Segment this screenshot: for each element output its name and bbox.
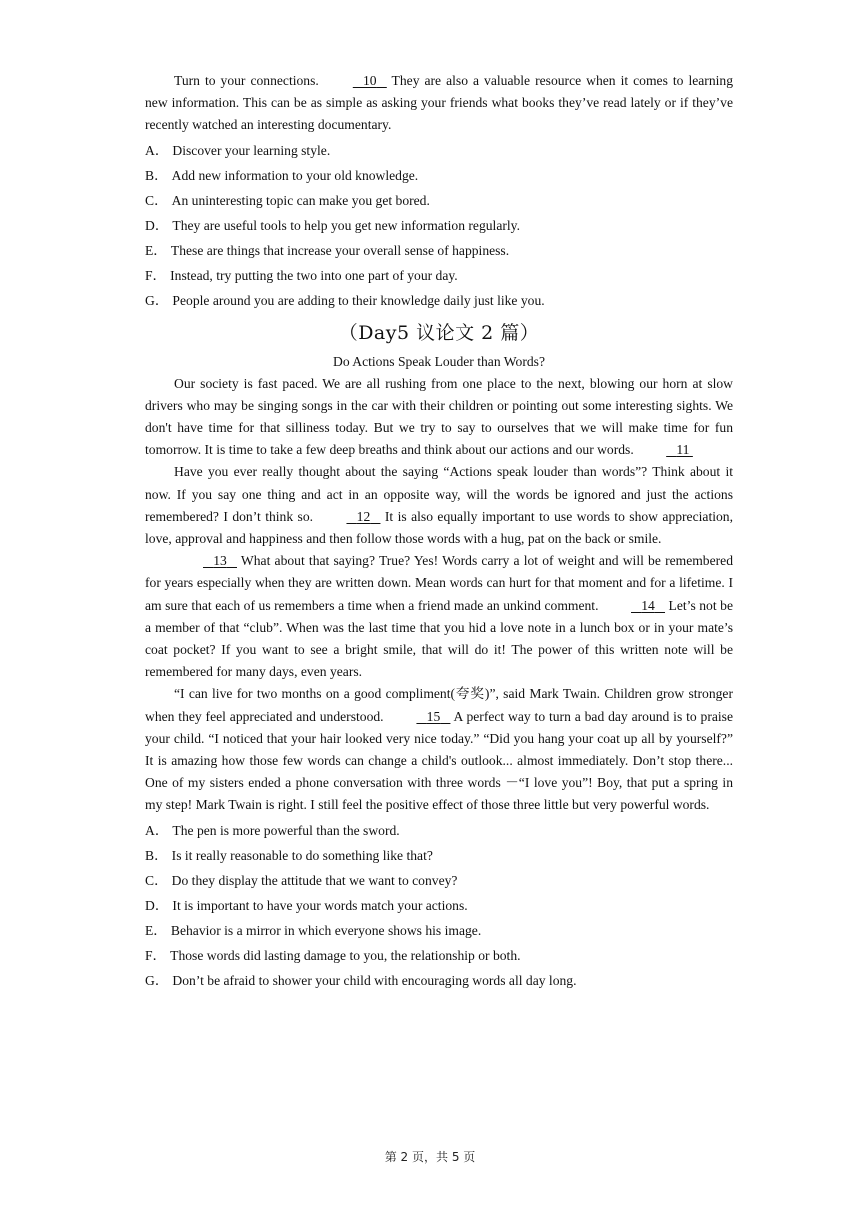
option-letter: C．: [145, 872, 168, 888]
option-letter: A．: [145, 142, 169, 158]
blank-number: 11: [676, 442, 690, 458]
option-c: [145, 188, 733, 213]
blank-number: 15: [426, 708, 441, 724]
option-letter: B．: [145, 847, 168, 863]
blank-13: [174, 550, 237, 572]
option-text: They are useful tools to help you get new information regularly.: [172, 217, 520, 233]
option-letter: E．: [145, 242, 167, 258]
option-f: [145, 263, 733, 288]
text-run: Have you ever really thought about the saying “Actions speak louder than words”? Think about it now. If you say one thing and act in an opposite way, will the words be ignored and just the actions remembered? I don’t think so.: [145, 464, 733, 524]
text-run: It is also equally important to use words to show appreciation, love, approval and happiness and then follow those words with a hug, pat on the back or smile.: [145, 508, 733, 547]
article-paragraph-2: [145, 461, 733, 550]
option-f: [145, 943, 733, 968]
option-c: [145, 868, 733, 893]
option-a: [145, 818, 733, 843]
option-text: People around you are adding to their knowledge daily just like you.: [172, 292, 545, 308]
article-paragraph-4: [145, 683, 733, 816]
text-run: A perfect way to turn a bad day around is to praise your child. “I noticed that your hair looked very nice today.” “Did you hang your coat up all by yourself?” It is amazing how those few words can change a child's outlook... almost immediately. Don’t stop there... One of my sisters ended a phone conversation with three words －“I love you”! Boy, that put a spring in my step! Mark Twain is right. I still feel the positive effect of those three little but very powerful words.: [145, 708, 733, 813]
text-run: “I can live for two months on a good compliment(夸奖)”, said Mark Twain. Children grow stronger when they feel appreciated and understood.: [145, 686, 733, 724]
option-text: These are things that increase your overall sense of happiness.: [170, 242, 510, 258]
option-letter: E．: [145, 922, 167, 938]
article-paragraph-3: [145, 550, 733, 683]
options-list-1: [145, 138, 733, 313]
option-b: [145, 843, 733, 868]
option-text: Is it really reasonable to do something like that?: [171, 847, 433, 863]
option-letter: G．: [145, 292, 169, 308]
blank-11: [637, 439, 693, 461]
option-letter: D．: [145, 897, 169, 913]
option-e: [145, 238, 733, 263]
article-title: Do Actions Speak Louder than Words?: [333, 353, 545, 369]
option-letter: F．: [145, 947, 167, 963]
option-text: The pen is more powerful than the sword.: [172, 822, 400, 838]
option-letter: B．: [145, 167, 168, 183]
section-heading: （Day5 议论文 2 篇）: [338, 321, 540, 344]
option-text: An uninteresting topic can make you get bored.: [171, 192, 430, 208]
option-g: [145, 288, 733, 313]
text-run: Turn to your connections.: [174, 73, 324, 88]
option-a: [145, 138, 733, 163]
blank-number: 10: [363, 73, 377, 88]
text-run: Let’s not be a member of that “club”. When was the last time that you hid a love note in a lunch box or in your mate’s coat pocket? If you want to see a bright smile, that will do it! The power of this written note will be remembered for many days, even years.: [145, 597, 733, 680]
option-d: [145, 893, 733, 918]
option-letter: D．: [145, 217, 169, 233]
connections-paragraph: [145, 70, 733, 137]
blank-12: [317, 506, 380, 528]
option-e: [145, 918, 733, 943]
text-run: What about that saying? True? Yes! Words carry a lot of weight and will be remembered for years especially when they are written down. Mean words can hurt for that moment and for a lifetime. I am sure that each of us remembers a time when a friend made an unkind comment.: [145, 553, 733, 613]
blank-number: 14: [641, 597, 655, 613]
option-d: [145, 213, 733, 238]
page-footer: 第 2 页，共 5 页: [384, 1150, 476, 1164]
option-letter: C．: [145, 192, 168, 208]
blank-10: [324, 70, 387, 92]
option-text: Those words did lasting damage to you, the relationship or both.: [170, 947, 521, 963]
option-text: Discover your learning style.: [172, 142, 331, 158]
option-text: Add new information to your old knowledge.: [171, 167, 419, 183]
blank-number: 13: [213, 553, 227, 569]
options-list-2: [145, 818, 733, 993]
option-letter: G．: [145, 972, 169, 988]
option-text: It is important to have your words match your actions.: [172, 897, 468, 913]
option-letter: A．: [145, 822, 169, 838]
blank-number: 12: [356, 508, 371, 524]
article-paragraph-1: [145, 373, 733, 462]
text-run: They are also a valuable resource when it comes to learning new information. This can be as simple as asking your friends what books they’ve read lately or if they’ve recently watched an interesting documentary.: [145, 73, 734, 133]
option-b: [145, 163, 733, 188]
text-run: Our society is fast paced. We are all rushing from one place to the next, blowing our horn at slow drivers who may be singing songs in the car with their children or pointing out some interesting sights. We don't have time for that silliness today. But we try to say to ourselves that we will make time for fun tomorrow. It is time to take a few deep breaths and think about our actions and our words.: [145, 375, 733, 458]
option-g: [145, 968, 733, 993]
blank-15: [387, 706, 450, 728]
option-text: Behavior is a mirror in which everyone shows his image.: [170, 922, 482, 938]
option-letter: F．: [145, 267, 167, 283]
option-text: Do they display the attitude that we want to convey?: [171, 872, 458, 888]
blank-14: [602, 595, 665, 617]
page-content: [145, 70, 733, 993]
option-text: Don’t be afraid to shower your child with encouraging words all day long.: [172, 972, 577, 988]
option-text: Instead, try putting the two into one part of your day.: [170, 267, 458, 283]
